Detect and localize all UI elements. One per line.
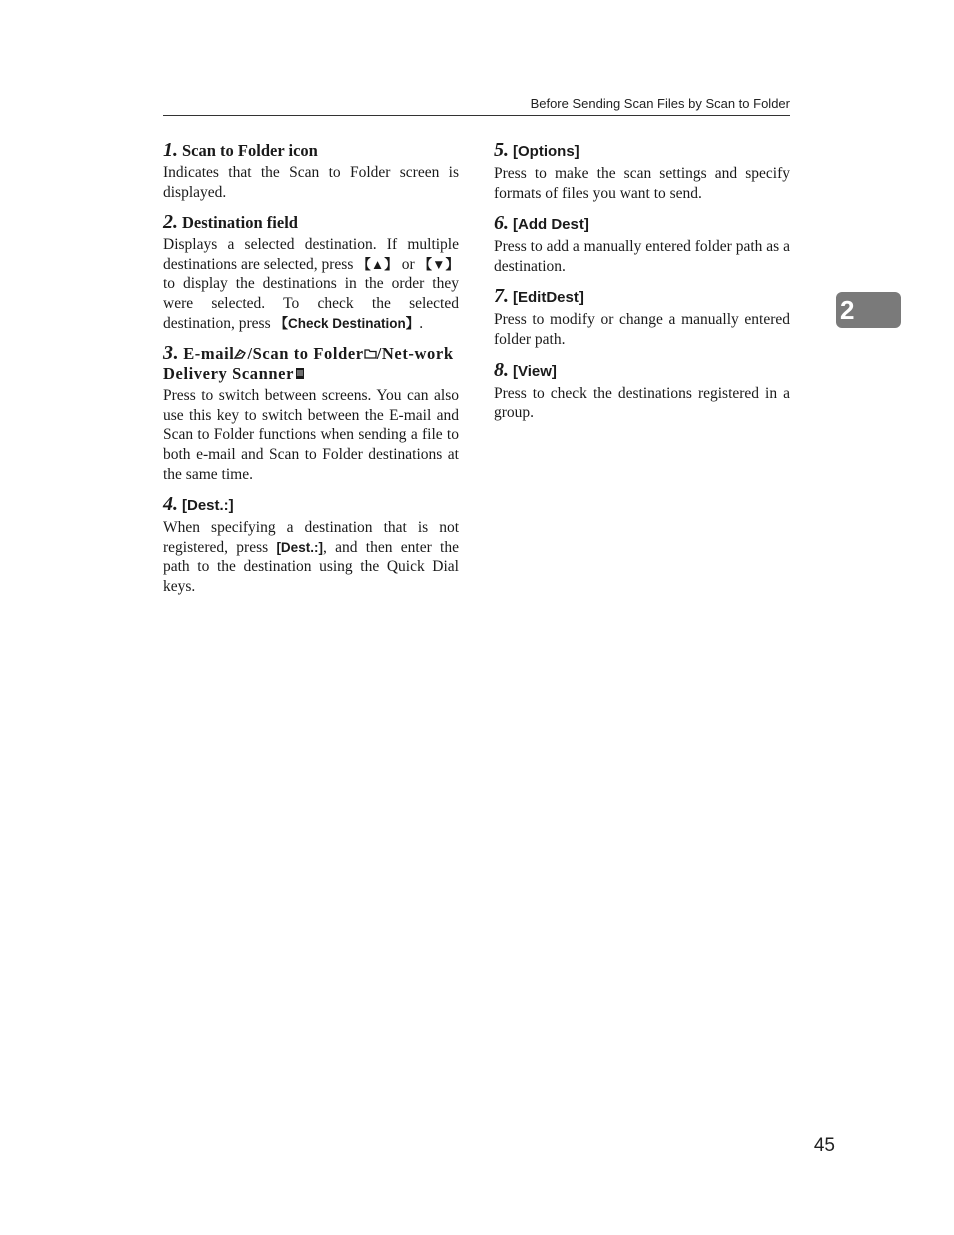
list-item [494, 213, 790, 276]
scanner-icon [294, 367, 307, 380]
description-text: . [419, 314, 424, 332]
folder-icon [364, 347, 377, 360]
list-item [163, 212, 459, 333]
dest-key-label: [Dest.:] [276, 539, 323, 555]
item-title: /Scan to Folder [247, 344, 364, 364]
item-title: [Options] [513, 143, 580, 160]
item-number: 4. [163, 493, 178, 516]
item-description: Press to modify or change a manually entered folder path. [494, 311, 790, 348]
up-arrow-key-label: 【▲】 [357, 256, 398, 272]
item-description [163, 235, 459, 333]
list-item [163, 494, 459, 596]
item-number: 3. [163, 342, 180, 365]
item-title: Destination field [182, 213, 298, 233]
check-destination-key-label: 【Check Destination】 [274, 315, 420, 331]
list-item [494, 360, 790, 423]
item-heading [494, 360, 790, 382]
item-heading [163, 140, 459, 161]
item-description: Press to switch between screens. You can also use this key to switch between the E-mail and Scan to Folder functions when sending a file to both e-mail and Scan to Folder destinations at the same time. [163, 387, 459, 483]
list-item [494, 140, 790, 203]
item-number: 7. [494, 285, 509, 308]
item-title: /Net-work Delivery Scanner [163, 344, 454, 384]
description-text: or [397, 255, 419, 273]
left-column [163, 140, 459, 607]
item-description: Press to make the scan settings and specify formats of files you want to send. [494, 165, 790, 202]
item-title: [Dest.:] [182, 497, 234, 515]
chapter-tab: 2 [836, 292, 901, 328]
header-rule [163, 115, 790, 116]
item-description [163, 518, 459, 596]
item-title: [EditDest] [513, 289, 584, 307]
item-number: 5. [494, 139, 509, 161]
item-description: Press to add a manually entered folder path as a destination. [494, 238, 790, 275]
item-number: 8. [494, 358, 509, 381]
right-column [494, 140, 790, 433]
item-heading [494, 286, 790, 308]
item-number: 6. [494, 212, 509, 235]
list-item [163, 343, 459, 484]
description-text: , and then enter the path to the destination using the Quick Dial keys. [163, 538, 459, 595]
item-description: Indicates that the Scan to Folder screen is displayed. [163, 164, 459, 201]
item-number: 2. [163, 211, 178, 234]
item-heading [163, 343, 459, 384]
running-header: Before Sending Scan Files by Scan to Folder [530, 96, 790, 111]
item-heading [163, 212, 459, 233]
description-text: When specifying a destination that is not registered, press [163, 519, 459, 556]
item-heading [163, 494, 459, 516]
item-heading [494, 140, 790, 162]
item-number: 1. [163, 139, 178, 161]
description-text: to display the destinations in the order they were selected. To check the selected destination, press [163, 275, 459, 332]
down-arrow-key-label: 【▼】 [418, 256, 459, 272]
item-description: Press to check the destinations registered in a group. [494, 384, 790, 422]
list-item [494, 286, 790, 349]
description-text: Displays a selected destination. If multiple destinations are selected, press [163, 236, 459, 273]
item-heading [494, 213, 790, 235]
list-item [163, 140, 459, 202]
email-icon [234, 347, 247, 360]
item-title: [Add Dest] [513, 216, 589, 234]
item-title: Scan to Folder icon [182, 141, 318, 160]
item-title: [View] [513, 362, 557, 380]
page-number: 45 [813, 1135, 835, 1156]
item-title: E-mail [183, 344, 235, 364]
